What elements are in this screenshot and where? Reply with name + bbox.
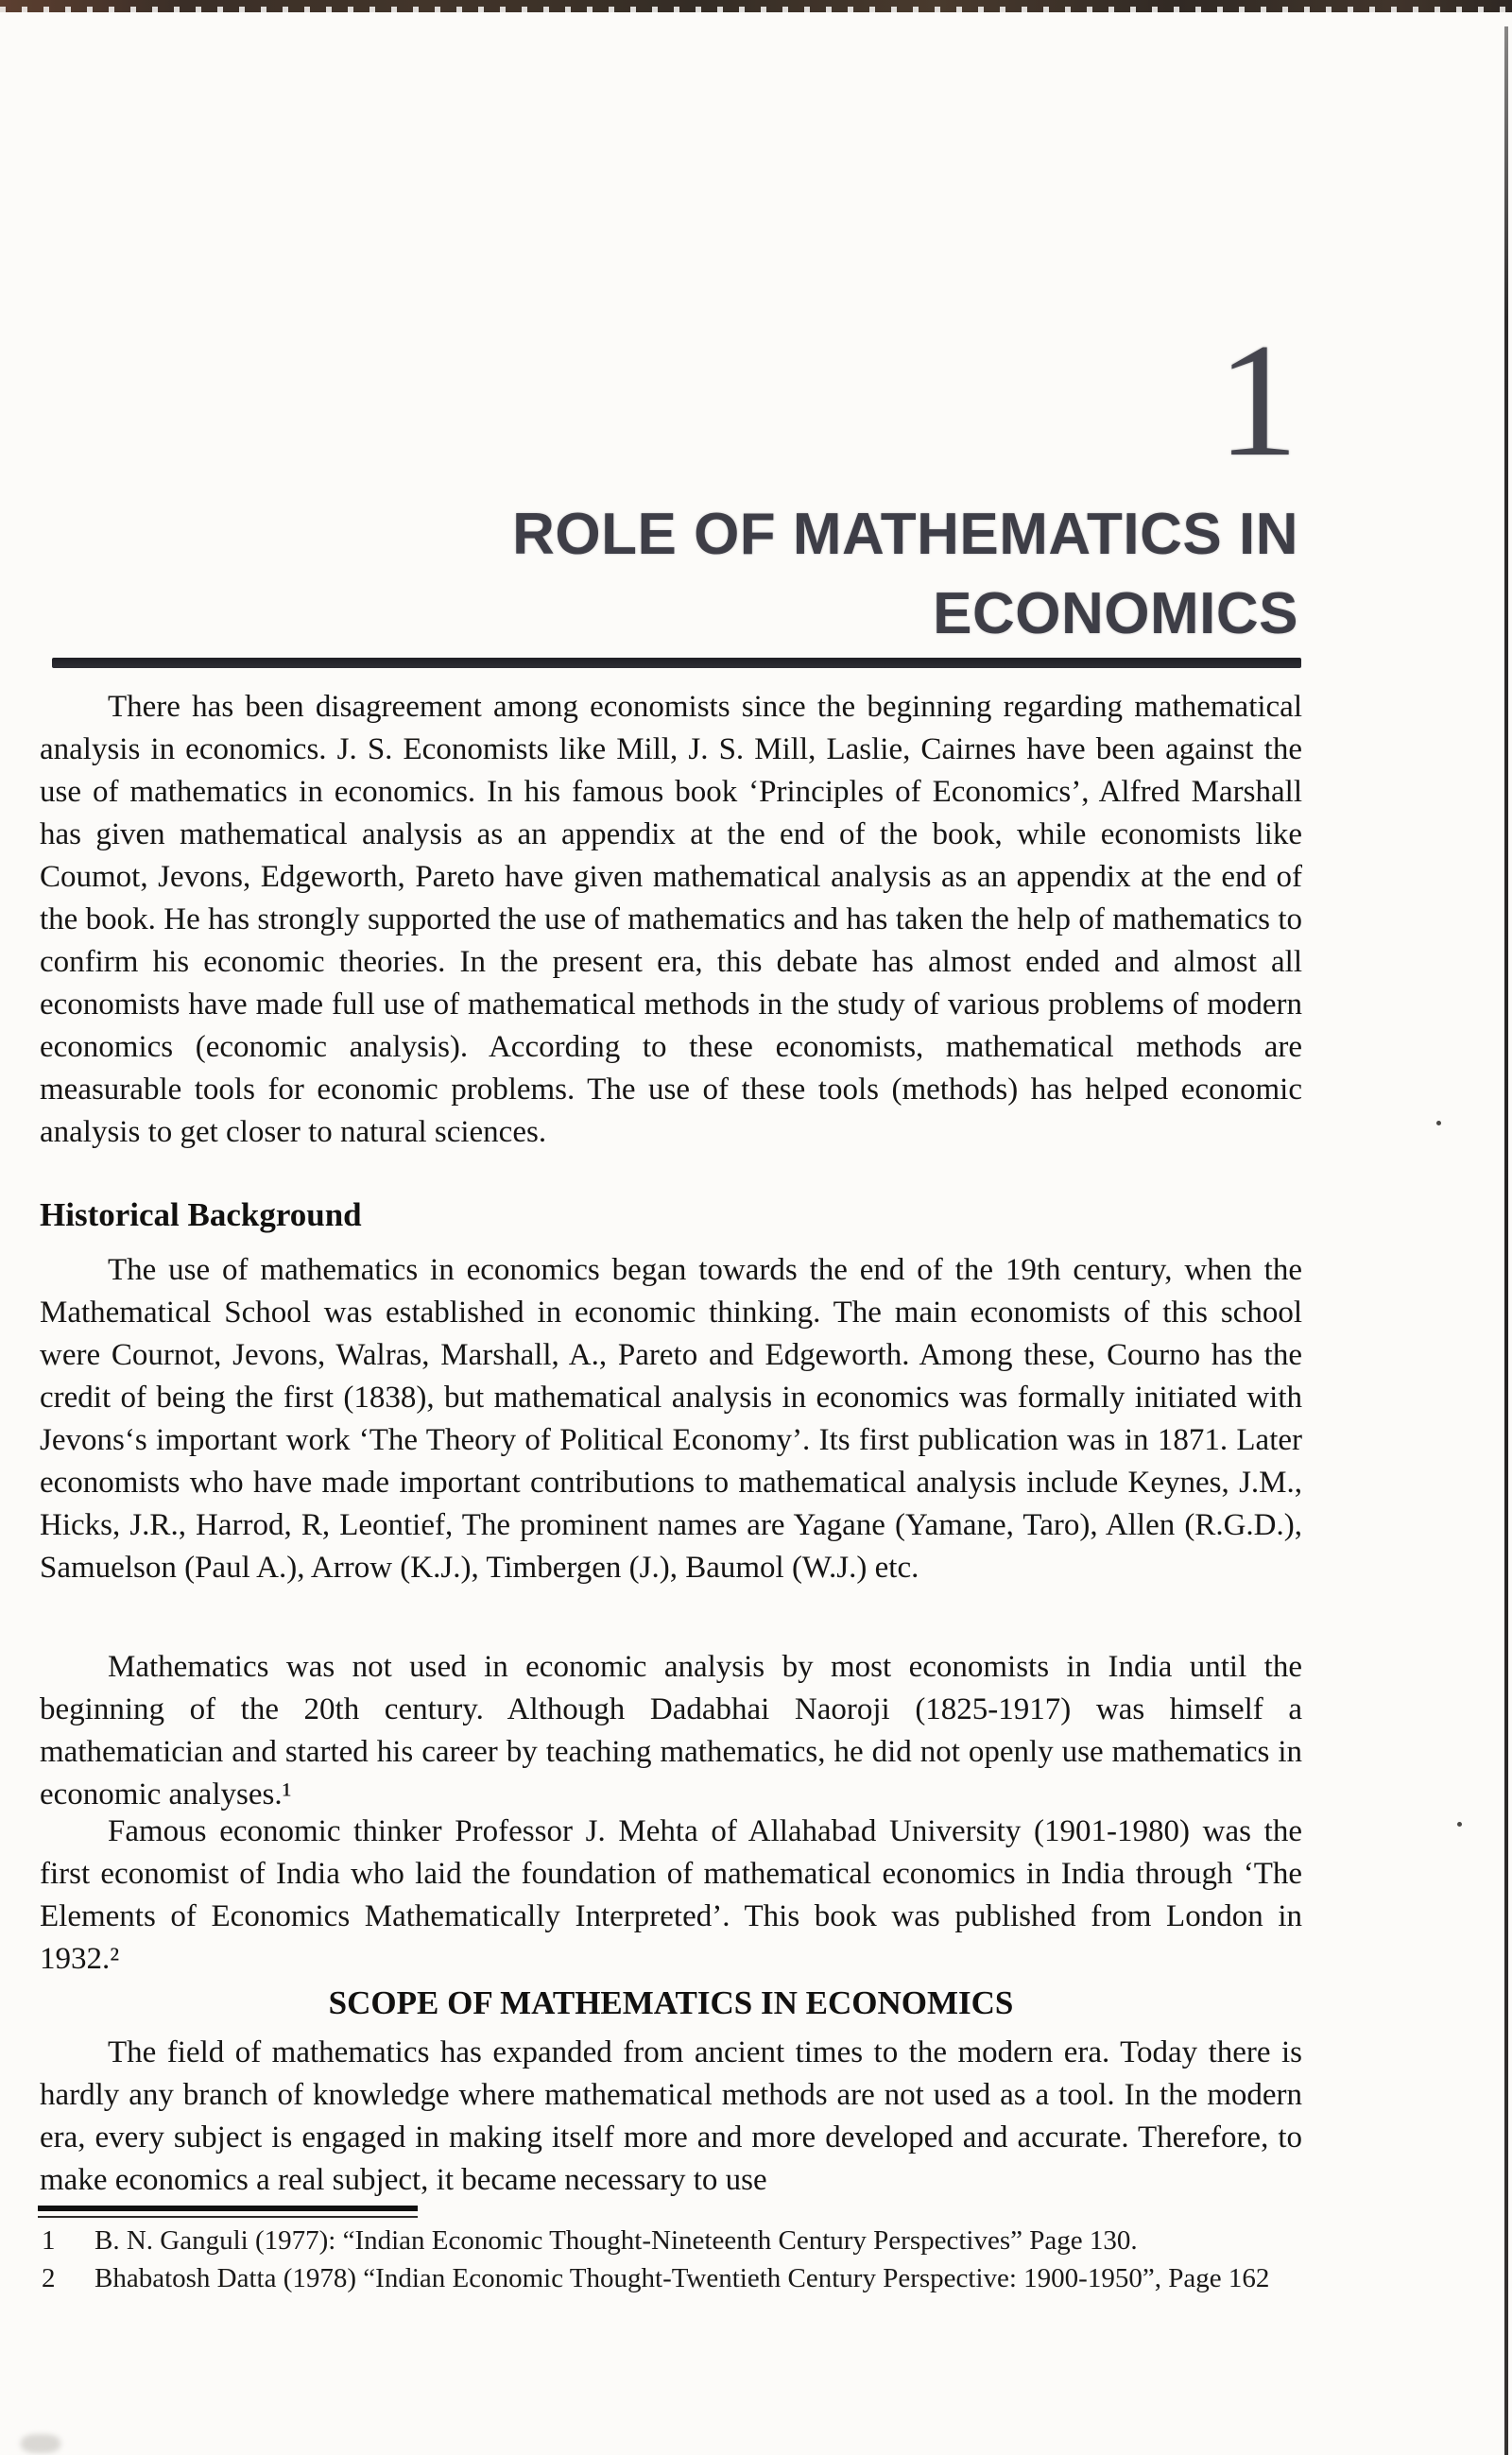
chapter-title-line1: ROLE OF MATHEMATICS IN <box>512 502 1298 567</box>
footnote-1 <box>42 2223 1440 2258</box>
scope-heading: SCOPE OF MATHEMATICS IN ECONOMICS <box>328 1984 1014 2021</box>
footnote-separator-rule <box>38 2206 418 2218</box>
historical-background-heading: Historical Background <box>40 1196 362 1233</box>
historical-paragraph-1: The use of mathematics in economics began towards the end of the 19th century, when the Mathematical School was established in economic thinking. The main economists of this school were Cournot, Jevons, Walras, Marshall, A., Pareto and Edgeworth. Among these, Courno has the credit of being the first (1838), but mathematical analysis in economics was formally initiated with Jevons‘s important work ‘The Theory of Political Economy’. Its first publication was in 1871. Later economists who have made important contributions to mathematical analysis include Keynes, J.M., Hicks, J.R., Harrod, R, Leontief, The prominent names are Yagane (Yamane, Taro), Allen (R.G.D.), Samuelson (Paul A.), Arrow (K.J.), Timbergen (J.), Baumol (W.J.) etc. <box>40 1253 1302 1585</box>
scan-smudge <box>21 2434 60 2453</box>
scan-speck <box>1436 1121 1441 1125</box>
scan-top-edge-band <box>0 0 1512 12</box>
intro-paragraph: There has been disagreement among economists since the beginning regarding mathematical analysis in economics. J. S. Economists like Mill, J. S. Mill, Laslie, Cairnes have been against the use of mathematics in economics. In his famous book ‘Principles of Economics’, Alfred Marshall has given mathematical analysis as an appendix at the end of the book, while economists like Coumot, Jevons, Edgeworth, Pareto have given mathematical analysis as an appendix at the end of the book. He has strongly supported the use of mathematics and has taken the help of mathematics to confirm his economic theories. In the present era, this debate has almost ended and almost all economists have made full use of mathematical methods in the study of various problems of modern economics (economic analysis). According to these economists, mathematical methods are measurable tools for economic problems. The use of these tools (methods) has helped economic analysis to get closer to natural sciences. <box>40 690 1302 1149</box>
footnote-1-text: B. N. Ganguli (1977): “Indian Economic Thought-Nineteenth Century Perspectives” Page 130. <box>94 2225 1138 2256</box>
historical-paragraph-3: Famous economic thinker Professor J. Mehta of Allahabad University (1901-1980) was the first economist of India who laid the foundation of mathematical economics in India through ‘The Elements of Economics Mathematically Interpreted’. This book was published from London in 1932.² <box>40 1814 1302 1976</box>
scan-right-edge-line <box>1504 26 1508 2455</box>
footnote-1-number: 1 <box>42 2225 56 2256</box>
title-rule <box>52 658 1301 668</box>
footnote-2-text: Bhabatosh Datta (1978) “Indian Economic Thought-Twentieth Century Perspective: 1900-1950”, Page 162 <box>94 2263 1270 2293</box>
scope-paragraph-1: The field of mathematics has expanded from ancient times to the modern era. Today there is hardly any branch of knowledge where mathematical methods are not used as a tool. In the modern era, every subject is engaged in making itself more and more developed and accurate. Therefore, to make economics a real subject, it became necessary to use <box>40 2035 1302 2197</box>
chapter-title <box>189 495 1298 654</box>
chapter-title-line2: ECONOMICS <box>933 581 1298 646</box>
historical-paragraph-2: Mathematics was not used in economic analysis by most economists in India until the beginning of the 20th century. Although Dadabhai Naoroji (1825-1917) was himself a mathematician and started his career by teaching mathematics, he did not openly use mathematics in economic analyses.¹ <box>40 1650 1302 1811</box>
scan-speck <box>1457 1822 1462 1827</box>
footnote-2 <box>42 2260 1440 2296</box>
chapter-number: 1 <box>1217 311 1298 490</box>
footnote-2-number: 2 <box>42 2263 56 2293</box>
